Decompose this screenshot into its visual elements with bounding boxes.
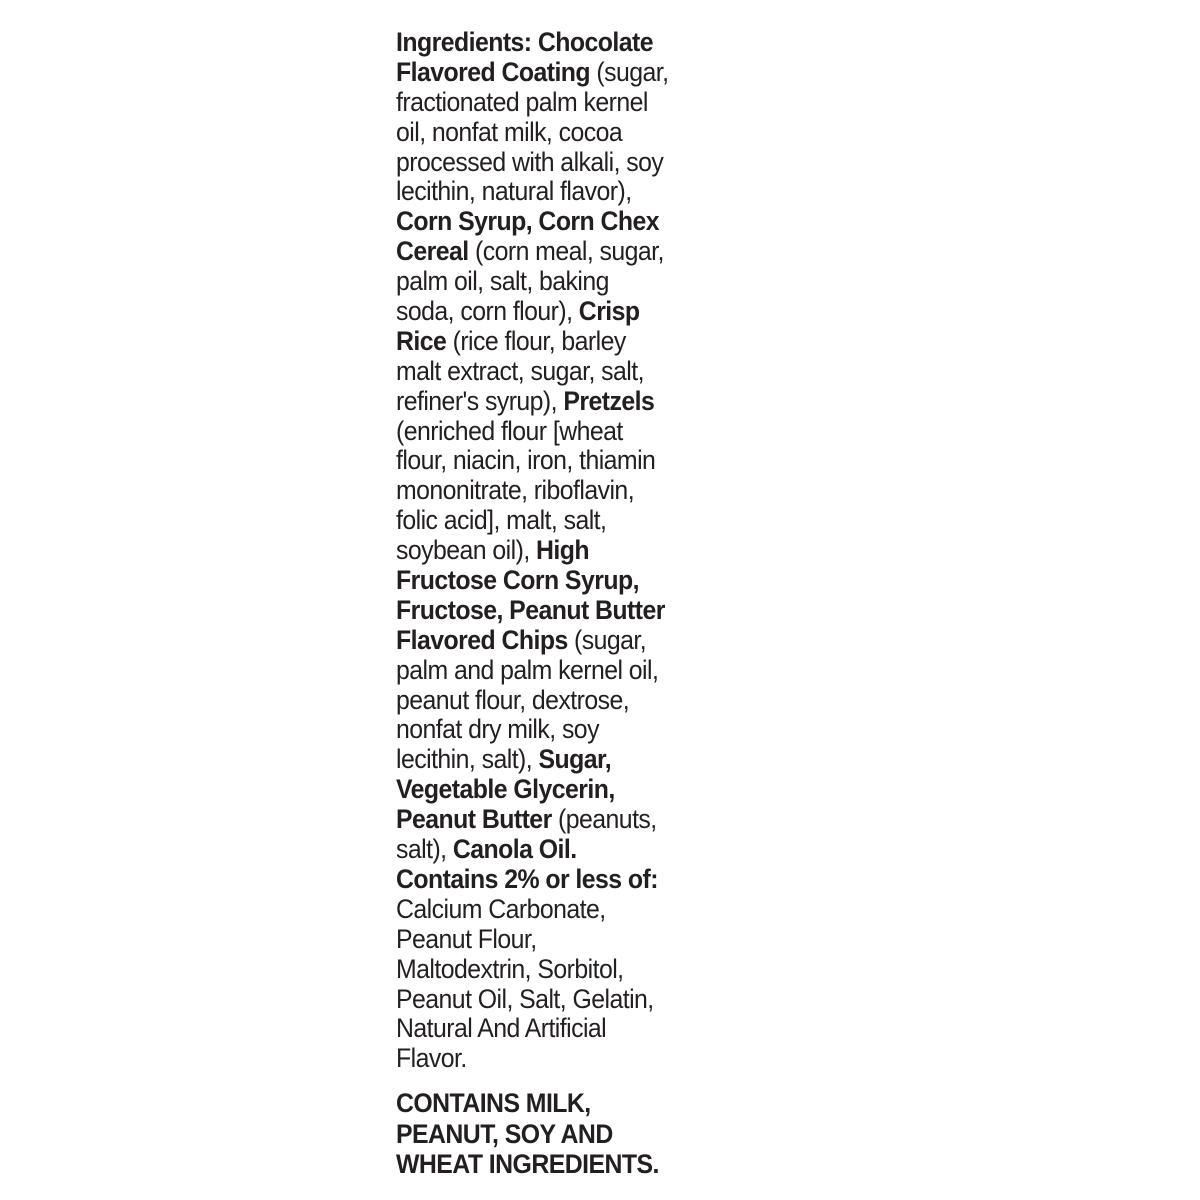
ingredient-line: [396, 237, 672, 267]
ingredient-detail: salt),: [396, 834, 453, 865]
ingredient-detail: lecithin, natural flavor),: [396, 176, 632, 207]
ingredient-name: Crisp: [578, 296, 640, 327]
ingredient-line: [396, 925, 672, 955]
ingredient-name: High: [536, 535, 590, 566]
ingredient-detail: Peanut Oil, Salt, Gelatin,: [396, 983, 654, 1014]
ingredient-name: Pretzels: [563, 385, 655, 416]
ingredient-line: [396, 297, 672, 327]
ingredient-line: [396, 745, 672, 775]
ingredient-line: [396, 1044, 672, 1074]
ingredient-line: [396, 596, 672, 626]
ingredient-line: [396, 506, 672, 536]
ingredient-detail: soybean oil),: [396, 535, 537, 566]
ingredient-detail: peanut flour, dextrose,: [396, 684, 630, 715]
ingredient-name: Ingredients: Chocolate: [396, 27, 653, 57]
ingredient-line: [396, 566, 672, 596]
ingredient-detail: processed with alkali, soy: [396, 146, 664, 177]
ingredient-name: Flavored Coating: [396, 56, 591, 87]
ingredient-line: [396, 955, 672, 985]
ingredients-statement: [396, 28, 696, 1074]
ingredient-detail: Maltodextrin, Sorbitol,: [396, 953, 624, 984]
ingredient-line: [396, 985, 672, 1015]
ingredient-line: [396, 805, 672, 835]
ingredient-line: [396, 387, 672, 417]
ingredient-name: Rice: [396, 325, 447, 356]
ingredient-line: [396, 775, 672, 805]
ingredient-line: [396, 327, 672, 357]
ingredient-detail: mononitrate, riboflavin,: [396, 475, 635, 506]
ingredient-line: [396, 476, 672, 506]
ingredient-line: [396, 88, 672, 118]
ingredient-line: [396, 895, 672, 925]
ingredient-line: [396, 118, 672, 148]
ingredient-detail: malt extract, sugar, salt,: [396, 355, 644, 386]
ingredient-name: Contains 2% or less of:: [396, 863, 658, 894]
ingredient-detail: Natural And Artificial: [396, 1013, 607, 1044]
ingredient-detail: (rice flour, barley: [446, 325, 626, 356]
ingredient-detail: (sugar,: [590, 56, 669, 87]
ingredient-detail: palm and palm kernel oil,: [396, 654, 659, 685]
ingredient-detail: (peanuts,: [551, 804, 657, 835]
ingredient-line: [396, 58, 672, 88]
allergen-statement: [396, 1088, 696, 1180]
ingredient-name: Cereal: [396, 236, 469, 267]
ingredient-name: Vegetable Glycerin,: [396, 774, 615, 805]
ingredient-detail: Flavor.: [396, 1043, 467, 1074]
ingredient-line: [396, 715, 672, 745]
ingredient-detail: palm oil, salt, baking: [396, 266, 609, 297]
ingredient-line: [396, 177, 672, 207]
ingredient-detail: (enriched flour [wheat: [396, 415, 623, 446]
allergen-line: PEANUT, SOY AND: [396, 1118, 613, 1149]
ingredient-line: [396, 1014, 672, 1044]
ingredient-detail: refiner's syrup),: [396, 385, 564, 416]
ingredient-detail: (corn meal, sugar,: [468, 236, 664, 267]
ingredient-line: [396, 148, 672, 178]
ingredient-line: [396, 536, 672, 566]
ingredient-line: [396, 417, 672, 447]
ingredient-name: Canola Oil.: [452, 834, 577, 865]
ingredient-line: [396, 446, 672, 476]
ingredient-line: [396, 686, 672, 716]
ingredient-detail: fractionated palm kernel: [396, 86, 648, 117]
allergen-line: WHEAT INGREDIENTS.: [396, 1149, 659, 1180]
allergen-line: CONTAINS MILK,: [396, 1088, 591, 1119]
ingredient-detail: oil, nonfat milk, cocoa: [396, 116, 623, 147]
ingredient-line: [396, 626, 672, 656]
ingredient-detail: Peanut Flour,: [396, 923, 537, 954]
ingredient-detail: folic acid], malt, salt,: [396, 505, 607, 536]
ingredient-line: [396, 865, 672, 895]
ingredient-line: [396, 656, 672, 686]
ingredient-detail: nonfat dry milk, soy: [396, 714, 599, 745]
ingredient-name: Peanut Butter: [396, 804, 552, 835]
ingredient-name: Corn Syrup, Corn Chex: [396, 206, 660, 237]
ingredient-detail: flour, niacin, iron, thiamin: [396, 445, 656, 476]
ingredient-line: [396, 28, 672, 58]
ingredient-detail: lecithin, salt),: [396, 744, 539, 775]
ingredient-line: [396, 835, 672, 865]
ingredient-name: Fructose, Peanut Butter: [396, 594, 665, 625]
ingredient-name: Fructose Corn Syrup,: [396, 565, 639, 596]
ingredient-name: Sugar,: [538, 744, 612, 775]
ingredients-panel: [396, 28, 696, 1180]
ingredient-line: [396, 267, 672, 297]
ingredient-name: Flavored Chips: [396, 624, 568, 655]
ingredient-detail: soda, corn flour),: [396, 296, 579, 327]
ingredient-line: [396, 357, 672, 387]
ingredient-detail: Calcium Carbonate,: [396, 893, 606, 924]
ingredient-line: [396, 207, 672, 237]
ingredient-detail: (sugar,: [567, 624, 647, 655]
